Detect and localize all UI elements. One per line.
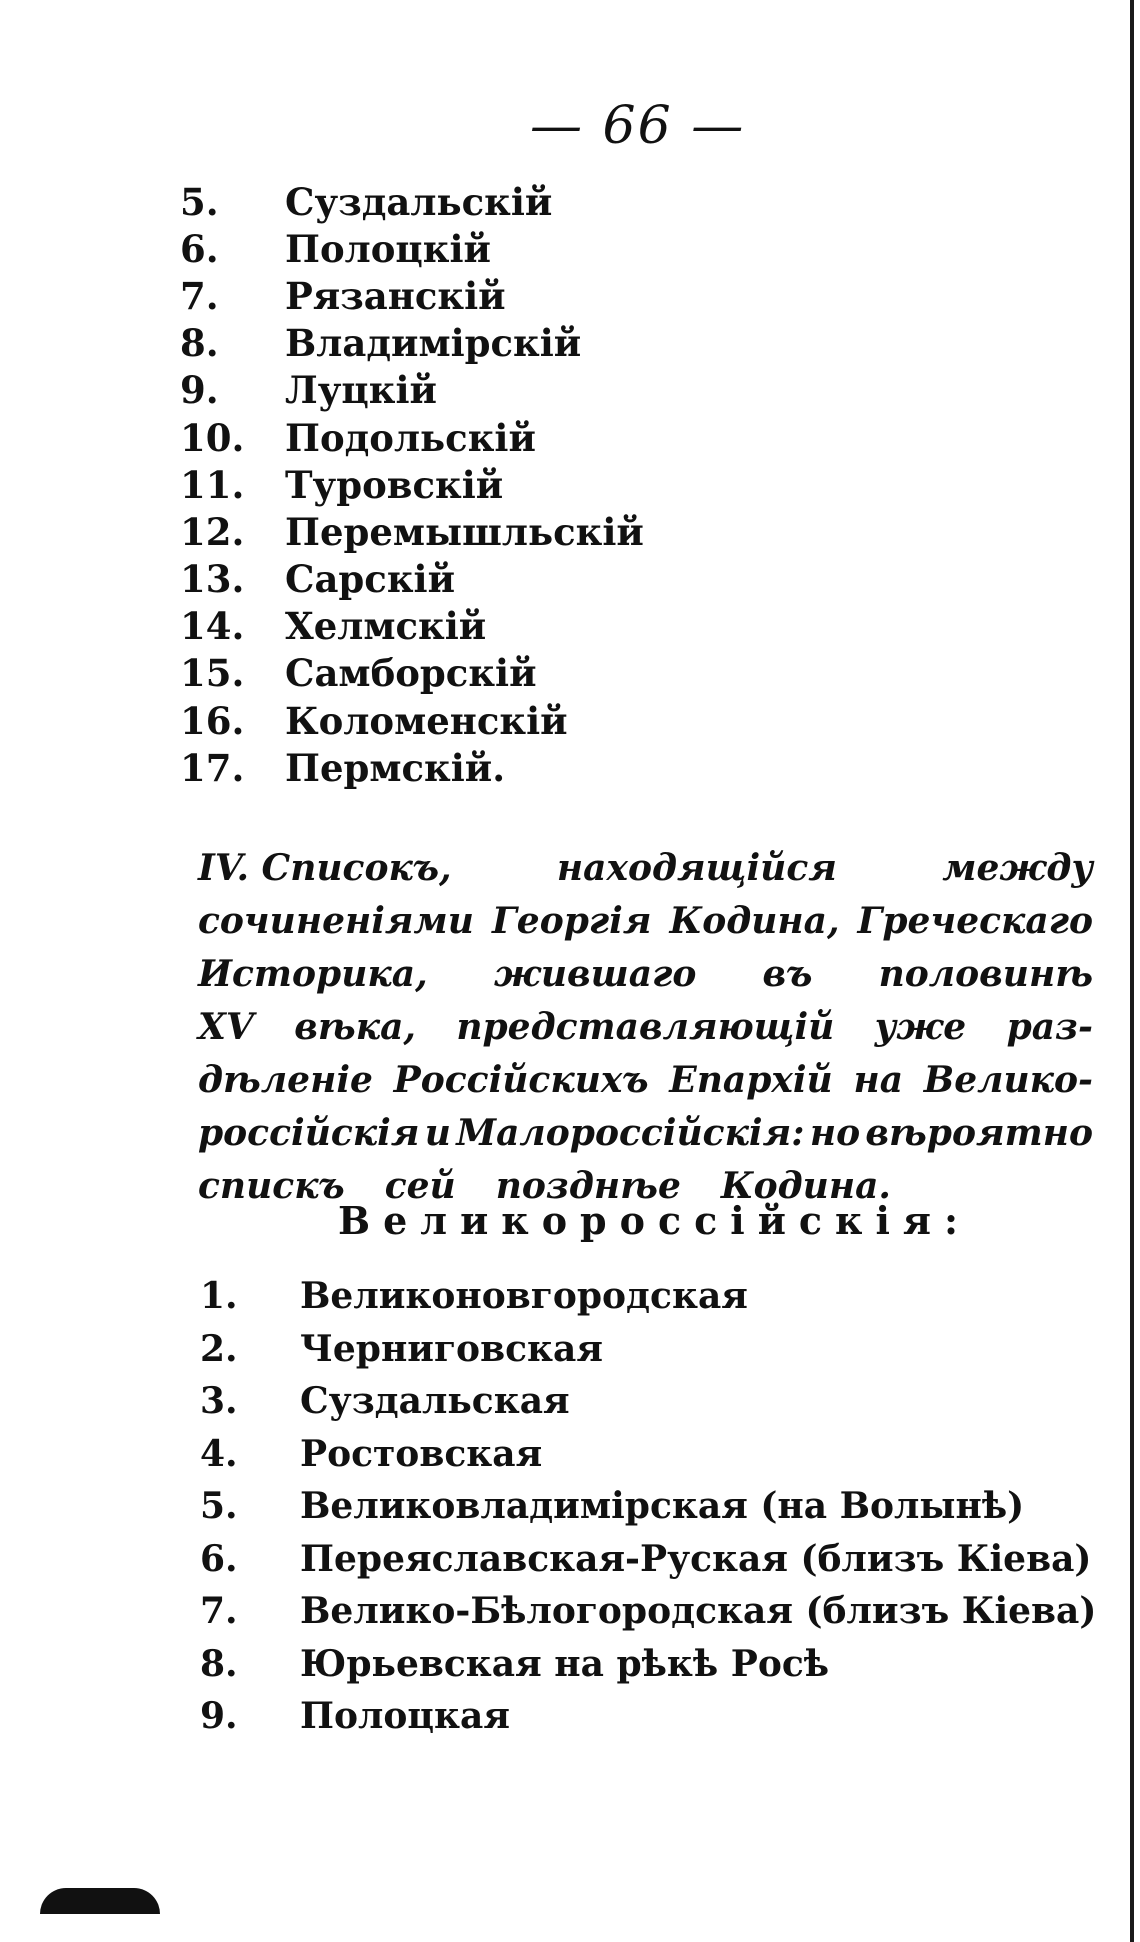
- list-item: [200, 1270, 1120, 1323]
- item-number: 8.: [200, 1642, 238, 1685]
- paragraph-word: уже: [874, 1006, 967, 1048]
- paragraph-word: позднѣе: [495, 1165, 681, 1207]
- item-number: 4.: [200, 1432, 238, 1475]
- paragraph-word: но: [809, 1112, 861, 1154]
- paragraph-line: [198, 948, 1093, 1001]
- paragraph-word: XV: [198, 1006, 254, 1048]
- item-name: Перемышльскій: [285, 509, 644, 554]
- paragraph-line: [198, 1054, 1093, 1107]
- item-name: Пермскій.: [285, 745, 506, 790]
- paragraph-word: спискъ: [198, 1165, 345, 1207]
- paragraph-word: половинѣ: [878, 953, 1093, 995]
- paragraph-word: находящійся: [556, 847, 837, 889]
- paragraph-word: между: [942, 847, 1093, 889]
- paragraph-word: и: [424, 1112, 451, 1154]
- paragraph-word: въ: [762, 953, 813, 995]
- paragraph-line: [198, 1001, 1093, 1054]
- item-name: Суздальскій: [285, 179, 553, 224]
- item-number: 2.: [200, 1327, 238, 1370]
- paragraph-word: Россійскихъ: [393, 1059, 649, 1101]
- list-item: [200, 1690, 1120, 1743]
- paragraph-line: [198, 842, 1093, 895]
- ink-blot: [40, 1888, 160, 1914]
- item-name: Владимірскій: [285, 321, 582, 366]
- list-item: [200, 1585, 1120, 1638]
- paragraph-word: сочиненіями: [198, 900, 474, 942]
- list-item: [180, 556, 980, 603]
- paragraph-word: вѣроятно: [865, 1112, 1093, 1154]
- item-name: Самборскій: [285, 651, 537, 696]
- list-item: [200, 1323, 1120, 1376]
- item-name: Полоцкая: [300, 1695, 510, 1738]
- item-name: Великоновгородская: [300, 1275, 748, 1318]
- paragraph-word: раз-: [1006, 1006, 1093, 1048]
- list-item: [180, 603, 980, 650]
- section-heading-great-russian: Великороссійскія:: [338, 1198, 971, 1243]
- item-number: 7.: [200, 1590, 238, 1633]
- item-number: 16.: [180, 698, 245, 743]
- paragraph-word: Историка,: [198, 953, 428, 995]
- item-name: Хелмскій: [285, 604, 487, 649]
- paragraph-word: вѣка,: [294, 1006, 416, 1048]
- list-item: [180, 508, 980, 555]
- list-item: [200, 1428, 1120, 1481]
- item-name: Суздальская: [300, 1380, 570, 1423]
- paragraph-word: Велико-: [923, 1059, 1093, 1101]
- item-number: 9.: [200, 1695, 238, 1738]
- paragraph-word: представляющій: [456, 1006, 835, 1048]
- paragraph-word: Епархій: [669, 1059, 833, 1101]
- item-name: Переяславская-Руская (близъ Кіева): [300, 1537, 1092, 1580]
- list-item: [200, 1533, 1120, 1586]
- item-number: 13.: [180, 557, 245, 602]
- item-number: 7.: [180, 273, 219, 318]
- item-number: 5.: [200, 1485, 238, 1528]
- paragraph-word: Греческаго: [857, 900, 1093, 942]
- list-item: [180, 178, 980, 225]
- list-item: [180, 414, 980, 461]
- item-name: Черниговская: [300, 1327, 603, 1370]
- list-item: [180, 697, 980, 744]
- list-item: [180, 367, 980, 414]
- item-number: 8.: [180, 321, 219, 366]
- item-number: 5.: [180, 179, 219, 224]
- paragraph-word: сей: [384, 1165, 456, 1207]
- item-number: 3.: [200, 1380, 238, 1423]
- paragraph-word: Кодина.: [720, 1165, 891, 1207]
- list-item: [200, 1480, 1120, 1533]
- paragraph-line: [198, 895, 1093, 948]
- item-number: 11.: [180, 462, 245, 507]
- list-item: [180, 461, 980, 508]
- page-edge-line: [1130, 0, 1134, 1942]
- item-number: 6.: [180, 226, 219, 271]
- item-name: Велико-Бѣлогородская (близъ Кіева): [300, 1590, 1097, 1633]
- item-name: Рязанскій: [285, 273, 506, 318]
- eparchy-list-part-one: [180, 178, 980, 791]
- item-name: Луцкій: [285, 368, 437, 413]
- paragraph-word: дѣленіе: [198, 1059, 373, 1101]
- paragraph-word: IV. Списокъ,: [198, 847, 452, 889]
- list-item: [180, 272, 980, 319]
- item-name: Коломенскій: [285, 698, 568, 743]
- paragraph-word: россійскія: [198, 1112, 420, 1154]
- list-item: [180, 320, 980, 367]
- paragraph-word: Малороссійскія:: [456, 1112, 805, 1154]
- item-number: 15.: [180, 651, 245, 696]
- paragraph-word: Кодина,: [669, 900, 840, 942]
- list-iv-description: [198, 842, 1093, 1213]
- item-name: Подольскій: [285, 415, 536, 460]
- item-number: 1.: [200, 1275, 238, 1318]
- item-name: Ростовская: [300, 1432, 543, 1475]
- list-item: [180, 744, 980, 791]
- great-russian-eparchy-list: [200, 1270, 1120, 1743]
- item-name: Юрьевская на рѣкѣ Росѣ: [300, 1642, 830, 1685]
- list-item: [180, 650, 980, 697]
- item-name: Великовладимірская (на Волынѣ): [300, 1485, 1025, 1528]
- item-number: 12.: [180, 509, 245, 554]
- paragraph-word: жившаго: [493, 953, 697, 995]
- item-number: 9.: [180, 368, 219, 413]
- item-name: Сарскій: [285, 557, 456, 602]
- list-item: [200, 1375, 1120, 1428]
- paragraph-word: Георгія: [491, 900, 652, 942]
- item-number: 14.: [180, 604, 245, 649]
- item-number: 6.: [200, 1537, 238, 1580]
- list-item: [200, 1638, 1120, 1691]
- item-name: Туровскій: [285, 462, 504, 507]
- item-number: 10.: [180, 415, 245, 460]
- item-name: Полоцкій: [285, 226, 491, 271]
- item-number: 17.: [180, 745, 245, 790]
- paragraph-word: на: [853, 1059, 904, 1101]
- list-item: [180, 225, 980, 272]
- paragraph-line: [198, 1107, 1093, 1160]
- page-number: — 66 —: [530, 96, 746, 156]
